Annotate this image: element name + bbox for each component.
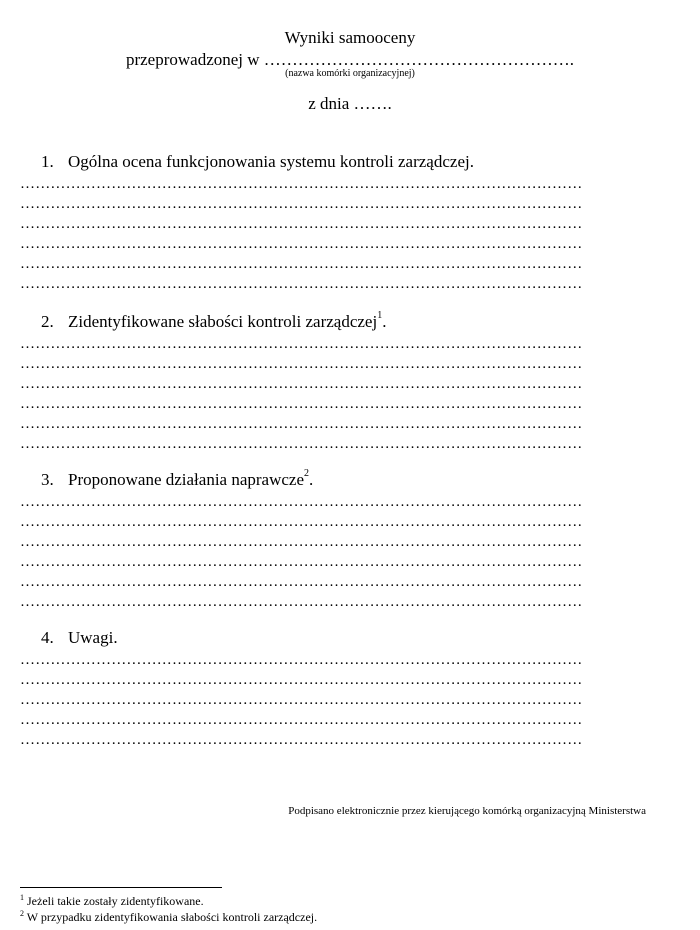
fill-line[interactable]: ………………………………………………………………………………………………… xyxy=(20,236,583,252)
fill-line[interactable]: ………………………………………………………………………………………………… xyxy=(20,396,583,412)
fill-line[interactable]: ………………………………………………………………………………………………… xyxy=(20,256,583,272)
fill-line[interactable]: ………………………………………………………………………………………………… xyxy=(20,196,583,212)
fill-line[interactable]: ………………………………………………………………………………………………… xyxy=(20,276,583,292)
section-heading xyxy=(20,152,660,174)
footnote-ref: 2 xyxy=(304,468,309,479)
document-subtitle: przeprowadzonej w ………………………………………………. xyxy=(125,50,575,69)
section-title: Proponowane działania naprawcze$^2$. xyxy=(68,468,314,489)
section-title: Ogólna ocena funkcjonowania systemu kontroli zarządczej. xyxy=(68,152,474,171)
document-title: Wyniki samooceny xyxy=(284,28,416,47)
fill-line[interactable]: ………………………………………………………………………………………………… xyxy=(20,732,583,748)
document-date: z dnia ……. xyxy=(308,94,392,113)
fill-line[interactable]: ………………………………………………………………………………………………… xyxy=(20,594,583,610)
section-number: 1. xyxy=(41,152,54,171)
fill-line[interactable]: ………………………………………………………………………………………………… xyxy=(20,574,583,590)
section-title: Uwagi. xyxy=(68,628,118,647)
fill-line[interactable]: ………………………………………………………………………………………………… xyxy=(20,436,583,452)
section-heading xyxy=(20,312,660,334)
section-heading xyxy=(20,628,660,650)
unit-name-hint: (nazwa komórki organizacyjnej) xyxy=(285,68,415,79)
fill-line[interactable]: ………………………………………………………………………………………………… xyxy=(20,652,583,668)
fill-line[interactable]: ………………………………………………………………………………………………… xyxy=(20,356,583,372)
fill-line[interactable]: ………………………………………………………………………………………………… xyxy=(20,176,583,192)
fill-line[interactable]: ………………………………………………………………………………………………… xyxy=(20,376,583,392)
fill-line[interactable]: ………………………………………………………………………………………………… xyxy=(20,494,583,510)
section-number: 3. xyxy=(41,470,54,489)
fill-line[interactable]: ………………………………………………………………………………………………… xyxy=(20,336,583,352)
section-number: 2. xyxy=(41,312,54,331)
fill-line[interactable]: ………………………………………………………………………………………………… xyxy=(20,554,583,570)
fill-line[interactable]: ………………………………………………………………………………………………… xyxy=(20,672,583,688)
fill-line[interactable]: ………………………………………………………………………………………………… xyxy=(20,692,583,708)
fill-line[interactable]: ………………………………………………………………………………………………… xyxy=(20,216,583,232)
fill-line[interactable]: ………………………………………………………………………………………………… xyxy=(20,534,583,550)
footnote-divider xyxy=(20,887,222,888)
section-general-assessment xyxy=(20,152,660,294)
section-title: Zidentyfikowane słabości kontroli zarządczej$^1$. xyxy=(68,310,387,331)
section-identified-weaknesses xyxy=(20,312,660,454)
electronic-signature-note: Podpisano elektronicznie przez kierującego komórką organizacyjną Ministerstwa xyxy=(288,805,646,817)
section-heading xyxy=(20,470,660,492)
fill-line[interactable]: ………………………………………………………………………………………………… xyxy=(20,416,583,432)
fill-line[interactable]: ………………………………………………………………………………………………… xyxy=(20,514,583,530)
section-corrective-actions xyxy=(20,470,660,612)
footnote-1: $^1$ Jeżeli takie zostały zidentyfikowane. xyxy=(20,893,204,908)
section-number: 4. xyxy=(41,628,54,647)
footnote-ref: 1 xyxy=(377,310,383,321)
fill-line[interactable]: ………………………………………………………………………………………………… xyxy=(20,712,583,728)
footnote-2: $^2$ W przypadku zidentyfikowania słabości kontroli zarządczej. xyxy=(20,909,318,924)
section-remarks xyxy=(20,628,660,750)
